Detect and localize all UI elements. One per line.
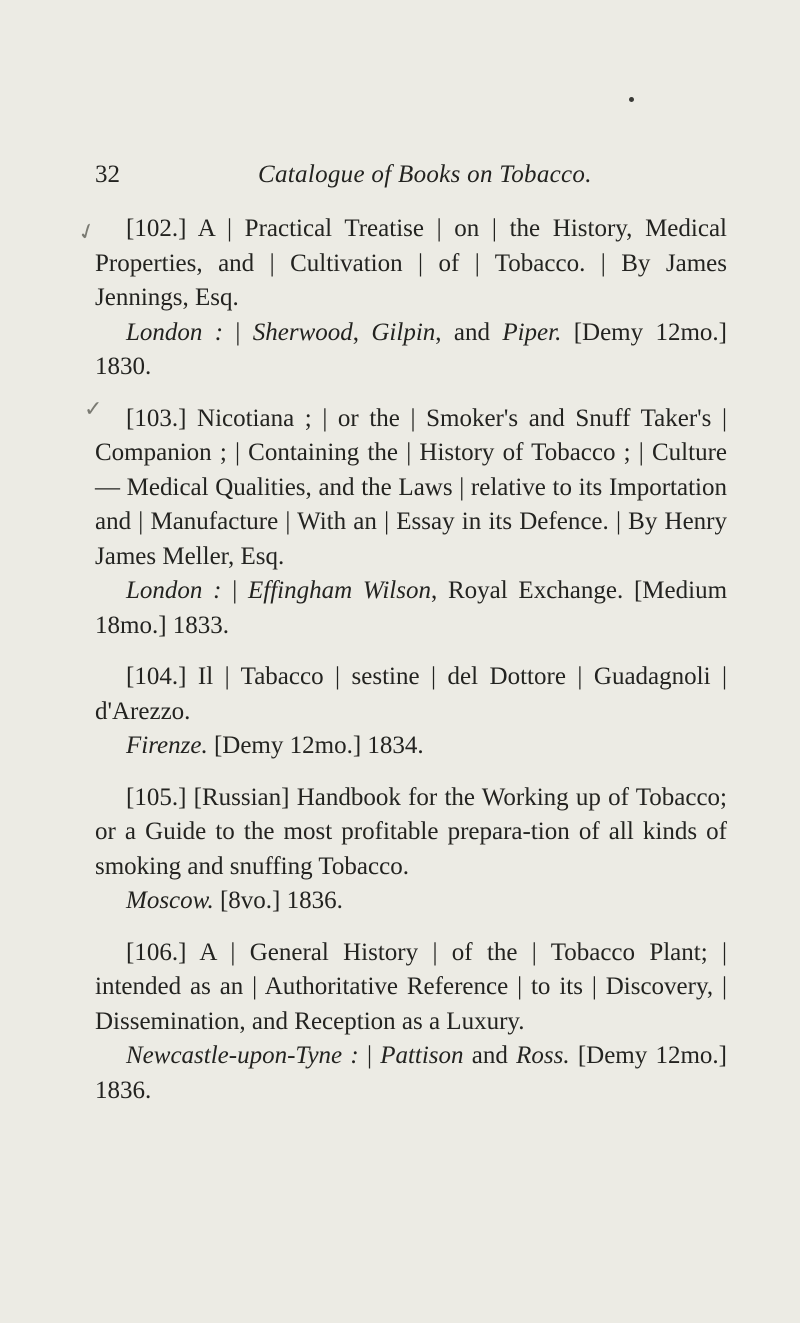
format-date: [8vo.] 1836. <box>219 887 343 914</box>
entry-imprint <box>95 729 727 764</box>
format-date: [Demy 12mo.] 1836. <box>95 1042 728 1104</box>
entry-title <box>95 781 727 885</box>
catalogue-entry-104 <box>95 660 727 764</box>
format-date: [Demy 12mo.] 1830. <box>95 318 727 380</box>
publisher: Effingham Wilson <box>247 577 431 604</box>
check-mark-icon: ✓ <box>74 217 101 248</box>
publisher: Piper. <box>502 318 562 346</box>
imprint-place: London : <box>126 318 224 346</box>
entry-number: [103.] <box>126 404 187 432</box>
publisher: Gilpin <box>371 318 436 346</box>
entry-title-text: Nicotiana ; | or the | Smoker's and Snuff Taker's | Companion ; | Containing the | History of Tobacco ; | Culture — Medical Qualities, and the Laws | relative to its Importation and | Manufacture | With an | Essay in its Defence. | By Henry James Meller, Esq. <box>95 404 728 570</box>
format-date: [Demy 12mo.] 1834. <box>213 732 424 759</box>
entry-number: [102.] <box>126 215 187 242</box>
entry-title-text: A | Practical Treatise | on | the History, Medical Properties, and | Cultivation | of | Tobacco. | By James Jennings, Esq. <box>95 215 727 311</box>
publisher: Ross. <box>516 1042 570 1069</box>
imprint-place: Moscow. <box>126 887 214 914</box>
entry-number: [104.] <box>126 663 187 690</box>
entry-title-text: Il | Tabacco | sestine | del Dottore | Guadagnoli | d'Arezzo. <box>95 663 728 725</box>
conjunction: and <box>471 1042 508 1069</box>
page-number: 32 <box>95 161 120 188</box>
entry-imprint <box>95 884 727 919</box>
separator: | <box>358 1042 381 1069</box>
page-header <box>0 161 800 201</box>
entry-title-text: A | General History | of the | Tobacco Plant; | intended as an | Authoritative Reference | to its | Discovery, | Dissemination, and Reception as a Luxury. <box>95 938 728 1035</box>
entry-number: [105.] <box>126 783 187 811</box>
catalogue-entry-106 <box>95 936 727 1109</box>
entry-title <box>95 212 727 316</box>
entry-imprint: London : | Sherwood, Gilpin, and Piper. [Demy 12mo.] 1830. <box>95 318 727 380</box>
conjunction: and <box>453 318 490 346</box>
entry-imprint <box>95 1039 727 1108</box>
entry-number: [106.] <box>126 938 187 966</box>
entry-title <box>95 936 727 1040</box>
entry-title <box>95 402 727 575</box>
format-date: [Medium 18mo.] 1833. <box>95 577 728 639</box>
separator: | <box>221 577 248 604</box>
publisher: Pattison <box>380 1042 464 1069</box>
imprint-place: Firenze. <box>126 732 208 759</box>
publisher-address: , Royal Exchange. <box>430 577 624 604</box>
imprint-place: Newcastle-upon-Tyne : <box>126 1042 359 1069</box>
catalogue-entry-102 <box>95 212 727 385</box>
publisher: Sherwood <box>252 318 353 346</box>
entry-title-text: [Russian] Handbook for the Working up of Tobacco; or a Guide to the most profitable prepara-tion of all kinds of smoking and snuffing Tobacco. <box>95 783 727 880</box>
catalogue-entry-103 <box>95 402 727 644</box>
running-title: Catalogue of Books on Tobacco. <box>258 161 592 188</box>
entry-imprint <box>95 574 727 643</box>
ink-dot <box>629 97 634 102</box>
check-mark-icon: ✓ <box>84 397 103 422</box>
entry-title <box>95 660 727 729</box>
imprint-place: London : <box>126 577 222 604</box>
catalogue-entry-105 <box>95 781 727 919</box>
catalogue-entries <box>95 212 727 1125</box>
separator: | <box>223 318 253 346</box>
